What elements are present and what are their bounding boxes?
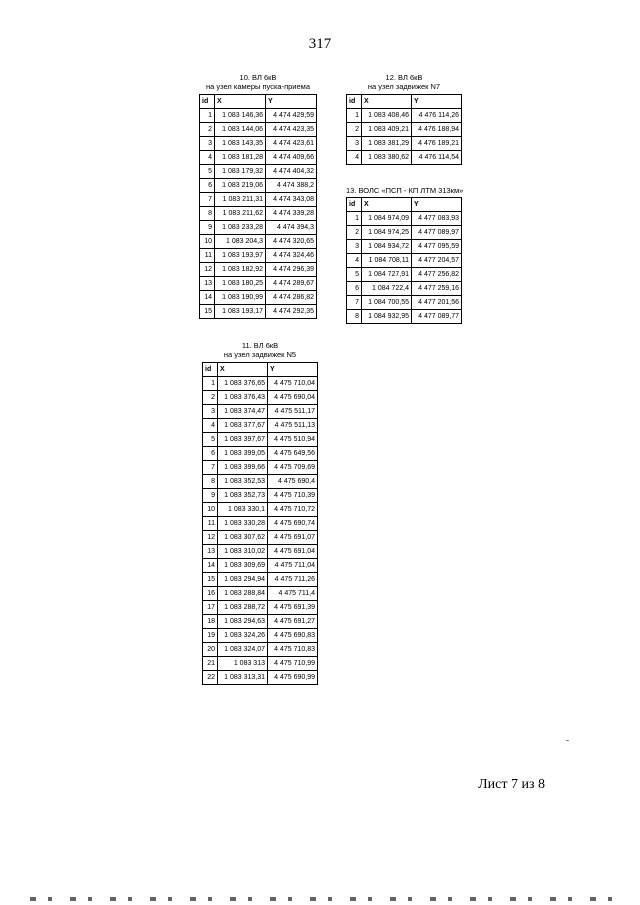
cell-y: 4 476 189,21	[412, 137, 462, 151]
cell-x: 1 083 146,36	[215, 109, 266, 123]
cell-id: 3	[203, 405, 218, 419]
cell-x: 1 083 307,62	[218, 531, 268, 545]
cell-id: 9	[200, 221, 215, 235]
cell-x: 1 083 309,69	[218, 559, 268, 573]
cell-y: 4 475 710,83	[268, 643, 318, 657]
cell-id: 17	[203, 601, 218, 615]
cell-y: 4 477 259,16	[412, 282, 462, 296]
table-title	[346, 73, 462, 91]
cell-x: 1 083 190,99	[215, 291, 266, 305]
cell-x: 1 084 708,11	[362, 254, 412, 268]
cell-y: 4 475 691,07	[268, 531, 318, 545]
table-row	[203, 657, 318, 671]
cell-id: 6	[203, 447, 218, 461]
scan-edge-artifact	[30, 897, 630, 901]
cell-y: 4 475 510,94	[268, 433, 318, 447]
table-row	[347, 310, 462, 324]
coordinate-table	[199, 94, 317, 319]
cell-x: 1 083 193,17	[215, 305, 266, 319]
cell-x: 1 083 324,07	[218, 643, 268, 657]
table-title-line2: на узел задвижек N7	[367, 82, 441, 91]
cell-y: 4 475 709,69	[268, 461, 318, 475]
table-row	[203, 587, 318, 601]
cell-id: 7	[200, 193, 215, 207]
table-title-line1: 12. ВЛ 6кВ	[385, 73, 423, 82]
cell-y: 4 475 710,39	[268, 489, 318, 503]
table-row	[200, 221, 317, 235]
cell-y: 4 476 114,54	[412, 151, 462, 165]
cell-y: 4 475 649,56	[268, 447, 318, 461]
table-row	[203, 419, 318, 433]
cell-x: 1 084 934,72	[362, 240, 412, 254]
table-row	[203, 601, 318, 615]
cell-id: 6	[347, 282, 362, 296]
table-row	[203, 447, 318, 461]
cell-y: 4 474 296,39	[266, 263, 317, 277]
col-y: Y	[412, 95, 462, 109]
cell-id: 7	[203, 461, 218, 475]
cell-id: 5	[203, 433, 218, 447]
cell-id: 3	[200, 137, 215, 151]
cell-y: 4 475 711,26	[268, 573, 318, 587]
col-id: id	[347, 198, 362, 212]
table-row	[203, 643, 318, 657]
table-title-line1: 10. ВЛ 6кВ	[239, 73, 277, 82]
cell-y: 4 475 711,4	[268, 587, 318, 601]
table-row	[203, 489, 318, 503]
cell-y: 4 474 286,82	[266, 291, 317, 305]
cell-y: 4 475 511,17	[268, 405, 318, 419]
cell-y: 4 477 201,56	[412, 296, 462, 310]
table-row	[200, 305, 317, 319]
cell-x: 1 083 179,32	[215, 165, 266, 179]
table-title-line2: на узел камеры пуска-приема	[206, 82, 310, 91]
cell-x: 1 083 397,67	[218, 433, 268, 447]
cell-id: 22	[203, 671, 218, 685]
cell-id: 10	[203, 503, 218, 517]
cell-id: 8	[347, 310, 362, 324]
cell-x: 1 083 288,84	[218, 587, 268, 601]
cell-x: 1 083 399,05	[218, 447, 268, 461]
cell-y: 4 474 388,2	[266, 179, 317, 193]
cell-id: 3	[347, 137, 362, 151]
cell-x: 1 083 374,47	[218, 405, 268, 419]
table-row	[200, 249, 317, 263]
table-block-13	[346, 186, 463, 324]
table-title	[199, 73, 317, 91]
coordinate-table	[346, 94, 462, 165]
cell-x: 1 083 294,94	[218, 573, 268, 587]
cell-y: 4 475 710,04	[268, 377, 318, 391]
table-row	[347, 282, 462, 296]
cell-id: 1	[347, 212, 362, 226]
cell-id: 14	[200, 291, 215, 305]
table-row	[200, 291, 317, 305]
cell-x: 1 083 310,02	[218, 545, 268, 559]
cell-y: 4 475 690,99	[268, 671, 318, 685]
cell-y: 4 475 511,13	[268, 419, 318, 433]
coordinate-table	[202, 362, 318, 685]
cell-x: 1 083 219,06	[215, 179, 266, 193]
table-row	[200, 207, 317, 221]
cell-x: 1 083 409,21	[362, 123, 412, 137]
col-id: id	[203, 363, 218, 377]
cell-id: 3	[347, 240, 362, 254]
cell-id: 15	[200, 305, 215, 319]
table-row	[203, 531, 318, 545]
col-id: id	[200, 95, 215, 109]
cell-y: 4 474 320,65	[266, 235, 317, 249]
cell-x: 1 083 181,28	[215, 151, 266, 165]
table-row	[203, 629, 318, 643]
cell-id: 10	[200, 235, 215, 249]
cell-x: 1 083 193,97	[215, 249, 266, 263]
cell-id: 11	[203, 517, 218, 531]
cell-x: 1 083 381,29	[362, 137, 412, 151]
cell-y: 4 474 409,66	[266, 151, 317, 165]
cell-x: 1 083 313,31	[218, 671, 268, 685]
cell-y: 4 474 343,08	[266, 193, 317, 207]
cell-id: 5	[200, 165, 215, 179]
table-row	[200, 109, 317, 123]
cell-y: 4 474 394,3	[266, 221, 317, 235]
table-title	[202, 341, 318, 359]
cell-y: 4 474 423,35	[266, 123, 317, 137]
cell-id: 21	[203, 657, 218, 671]
cell-x: 1 083 233,28	[215, 221, 266, 235]
cell-id: 8	[203, 475, 218, 489]
table-row	[347, 296, 462, 310]
table-block-10	[199, 73, 317, 319]
col-id: id	[347, 95, 362, 109]
table-row	[203, 517, 318, 531]
cell-id: 12	[203, 531, 218, 545]
coordinate-table	[346, 197, 462, 324]
cell-y: 4 475 691,04	[268, 545, 318, 559]
table-row	[203, 503, 318, 517]
col-x: X	[362, 198, 412, 212]
cell-id: 13	[200, 277, 215, 291]
table-row	[347, 151, 462, 165]
cell-x: 1 083 376,65	[218, 377, 268, 391]
table-row	[347, 212, 462, 226]
table-row	[347, 240, 462, 254]
table-row	[203, 377, 318, 391]
table-title-line2: на узел задвижек N5	[223, 350, 297, 359]
cell-x: 1 083 294,63	[218, 615, 268, 629]
cell-y: 4 475 711,04	[268, 559, 318, 573]
cell-id: 1	[200, 109, 215, 123]
cell-id: 5	[347, 268, 362, 282]
cell-id: 7	[347, 296, 362, 310]
cell-id: 2	[203, 391, 218, 405]
table-row	[347, 268, 462, 282]
table-row	[203, 671, 318, 685]
table-row	[200, 263, 317, 277]
table-row	[200, 151, 317, 165]
table-row	[200, 193, 317, 207]
cell-id: 1	[203, 377, 218, 391]
cell-y: 4 477 095,59	[412, 240, 462, 254]
cell-y: 4 475 690,83	[268, 629, 318, 643]
table-row	[347, 123, 462, 137]
table-block-11	[202, 341, 318, 685]
table-row	[203, 559, 318, 573]
cell-y: 4 475 691,39	[268, 601, 318, 615]
table-row	[200, 235, 317, 249]
table-row	[203, 545, 318, 559]
table-row	[200, 165, 317, 179]
table-title: 13. ВОЛС «ПСП - КП ЛТМ 313км»	[346, 186, 464, 195]
cell-y: 4 474 289,67	[266, 277, 317, 291]
cell-y: 4 474 423,61	[266, 137, 317, 151]
table-row	[347, 137, 462, 151]
cell-x: 1 083 313	[218, 657, 268, 671]
table-row	[203, 461, 318, 475]
cell-x: 1 083 143,35	[215, 137, 266, 151]
cell-x: 1 083 352,73	[218, 489, 268, 503]
col-y: Y	[268, 363, 318, 377]
cell-id: 4	[200, 151, 215, 165]
col-x: X	[362, 95, 412, 109]
table-block-12	[346, 73, 462, 165]
table-row	[203, 475, 318, 489]
col-y: Y	[412, 198, 462, 212]
cell-y: 4 477 089,77	[412, 310, 462, 324]
cell-x: 1 083 408,46	[362, 109, 412, 123]
page-number: 317	[308, 36, 332, 52]
cell-y: 4 477 256,82	[412, 268, 462, 282]
cell-x: 1 083 399,66	[218, 461, 268, 475]
table-row	[200, 277, 317, 291]
cell-id: 20	[203, 643, 218, 657]
cell-y: 4 474 429,59	[266, 109, 317, 123]
cell-y: 4 475 690,04	[268, 391, 318, 405]
cell-id: 2	[200, 123, 215, 137]
cell-x: 1 084 722,4	[362, 282, 412, 296]
cell-x: 1 084 727,91	[362, 268, 412, 282]
table-row	[203, 615, 318, 629]
cell-y: 4 475 690,4	[268, 475, 318, 489]
col-x: X	[218, 363, 268, 377]
cell-id: 6	[200, 179, 215, 193]
cell-y: 4 477 204,57	[412, 254, 462, 268]
table-row	[203, 573, 318, 587]
cell-x: 1 083 377,67	[218, 419, 268, 433]
cell-y: 4 477 083,93	[412, 212, 462, 226]
cell-x: 1 084 974,25	[362, 226, 412, 240]
cell-y: 4 475 691,27	[268, 615, 318, 629]
cell-id: 4	[347, 151, 362, 165]
cell-x: 1 083 180,25	[215, 277, 266, 291]
cell-x: 1 083 144,06	[215, 123, 266, 137]
table-row	[200, 137, 317, 151]
cell-id: 2	[347, 123, 362, 137]
cell-id: 13	[203, 545, 218, 559]
cell-id: 9	[203, 489, 218, 503]
cell-x: 1 084 700,55	[362, 296, 412, 310]
cell-id: 16	[203, 587, 218, 601]
cell-x: 1 084 974,09	[362, 212, 412, 226]
cell-y: 4 476 188,94	[412, 123, 462, 137]
cell-y: 4 476 114,26	[412, 109, 462, 123]
scan-speck	[566, 740, 569, 741]
cell-y: 4 477 089,97	[412, 226, 462, 240]
cell-id: 4	[203, 419, 218, 433]
cell-id: 2	[347, 226, 362, 240]
cell-id: 18	[203, 615, 218, 629]
cell-id: 15	[203, 573, 218, 587]
cell-x: 1 083 352,53	[218, 475, 268, 489]
table-title-line1: 11. ВЛ 6кВ	[241, 341, 279, 350]
cell-x: 1 083 330,28	[218, 517, 268, 531]
cell-x: 1 083 376,43	[218, 391, 268, 405]
cell-id: 19	[203, 629, 218, 643]
table-row	[200, 179, 317, 193]
cell-id: 11	[200, 249, 215, 263]
cell-x: 1 083 324,26	[218, 629, 268, 643]
cell-id: 1	[347, 109, 362, 123]
cell-id: 14	[203, 559, 218, 573]
table-row	[203, 405, 318, 419]
cell-y: 4 475 690,74	[268, 517, 318, 531]
col-x: X	[215, 95, 266, 109]
cell-x: 1 083 330,1	[218, 503, 268, 517]
cell-x: 1 083 211,31	[215, 193, 266, 207]
cell-x: 1 083 380,62	[362, 151, 412, 165]
col-y: Y	[266, 95, 317, 109]
cell-y: 4 474 404,32	[266, 165, 317, 179]
table-row	[203, 391, 318, 405]
table-row	[203, 433, 318, 447]
cell-id: 8	[200, 207, 215, 221]
sheet-footer: Лист 7 из 8	[478, 777, 545, 792]
table-row	[200, 123, 317, 137]
cell-id: 4	[347, 254, 362, 268]
cell-x: 1 084 932,95	[362, 310, 412, 324]
cell-y: 4 474 324,46	[266, 249, 317, 263]
cell-y: 4 474 339,28	[266, 207, 317, 221]
cell-x: 1 083 182,92	[215, 263, 266, 277]
cell-x: 1 083 211,62	[215, 207, 266, 221]
cell-y: 4 475 710,72	[268, 503, 318, 517]
cell-id: 12	[200, 263, 215, 277]
table-row	[347, 254, 462, 268]
table-row	[347, 226, 462, 240]
cell-y: 4 474 292,35	[266, 305, 317, 319]
cell-x: 1 083 204,3	[215, 235, 266, 249]
cell-x: 1 083 288,72	[218, 601, 268, 615]
cell-y: 4 475 710,99	[268, 657, 318, 671]
table-row	[347, 109, 462, 123]
